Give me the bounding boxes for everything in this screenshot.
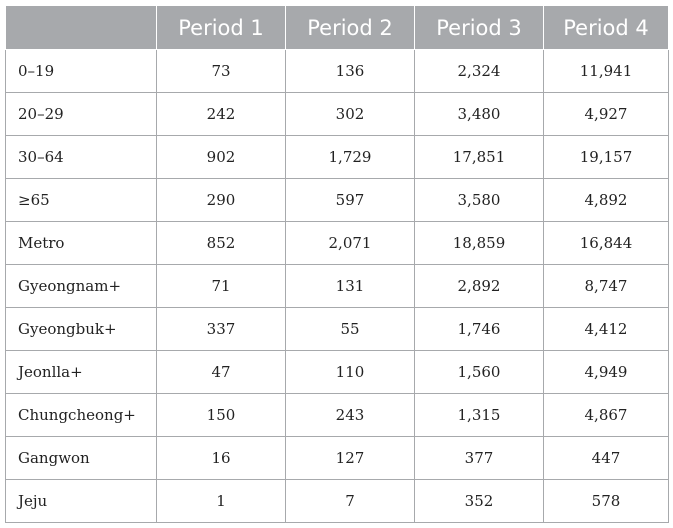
table-cell: 1,746	[415, 308, 544, 351]
row-label: Gyeongbuk+	[6, 308, 157, 351]
table-cell: 3,480	[415, 93, 544, 136]
table-cell: 71	[157, 265, 286, 308]
table-row	[6, 50, 669, 93]
table-cell: 11,941	[544, 50, 669, 93]
row-label: Gyeongnam+	[6, 265, 157, 308]
table-cell: 16,844	[544, 222, 669, 265]
row-label: 20–29	[6, 93, 157, 136]
table-cell: 352	[415, 480, 544, 523]
table-row	[6, 136, 669, 179]
table-cell: 447	[544, 437, 669, 480]
table-cell: 302	[286, 93, 415, 136]
table-header	[6, 6, 669, 50]
table-row	[6, 480, 669, 523]
table-cell: 243	[286, 394, 415, 437]
header-cell-corner	[6, 6, 157, 50]
table-cell: 7	[286, 480, 415, 523]
table-cell: 377	[415, 437, 544, 480]
table-cell: 47	[157, 351, 286, 394]
table-cell: 2,071	[286, 222, 415, 265]
header-row	[6, 6, 669, 50]
table-cell: 902	[157, 136, 286, 179]
header-cell-period-3: Period 3	[415, 6, 544, 50]
table-cell: 852	[157, 222, 286, 265]
table-cell: 2,324	[415, 50, 544, 93]
row-label: Metro	[6, 222, 157, 265]
row-label: ≥65	[6, 179, 157, 222]
table-cell: 17,851	[415, 136, 544, 179]
table-cell: 73	[157, 50, 286, 93]
table-row	[6, 437, 669, 480]
table-cell: 4,892	[544, 179, 669, 222]
table-cell: 110	[286, 351, 415, 394]
table-body	[6, 50, 669, 523]
header-cell-period-2: Period 2	[286, 6, 415, 50]
table-row	[6, 179, 669, 222]
table-cell: 1,560	[415, 351, 544, 394]
data-table	[5, 5, 669, 523]
table-row	[6, 308, 669, 351]
table-cell: 4,927	[544, 93, 669, 136]
table-cell: 4,412	[544, 308, 669, 351]
table-cell: 4,867	[544, 394, 669, 437]
table-cell: 1,315	[415, 394, 544, 437]
row-label: Gangwon	[6, 437, 157, 480]
table-cell: 337	[157, 308, 286, 351]
table-cell: 242	[157, 93, 286, 136]
header-cell-period-4: Period 4	[544, 6, 669, 50]
table-cell: 597	[286, 179, 415, 222]
table-cell: 150	[157, 394, 286, 437]
row-label: Jeonlla+	[6, 351, 157, 394]
data-table-container	[5, 5, 669, 523]
table-cell: 1,729	[286, 136, 415, 179]
table-row	[6, 394, 669, 437]
table-row	[6, 351, 669, 394]
table-cell: 3,580	[415, 179, 544, 222]
table-cell: 127	[286, 437, 415, 480]
table-row	[6, 265, 669, 308]
table-cell: 16	[157, 437, 286, 480]
row-label: 0–19	[6, 50, 157, 93]
table-cell: 290	[157, 179, 286, 222]
table-cell: 18,859	[415, 222, 544, 265]
table-cell: 578	[544, 480, 669, 523]
table-row	[6, 93, 669, 136]
table-cell: 8,747	[544, 265, 669, 308]
row-label: Chungcheong+	[6, 394, 157, 437]
table-cell: 131	[286, 265, 415, 308]
row-label: 30–64	[6, 136, 157, 179]
table-row	[6, 222, 669, 265]
table-cell: 136	[286, 50, 415, 93]
table-cell: 4,949	[544, 351, 669, 394]
table-cell: 1	[157, 480, 286, 523]
table-cell: 55	[286, 308, 415, 351]
header-cell-period-1: Period 1	[157, 6, 286, 50]
table-cell: 2,892	[415, 265, 544, 308]
table-cell: 19,157	[544, 136, 669, 179]
row-label: Jeju	[6, 480, 157, 523]
